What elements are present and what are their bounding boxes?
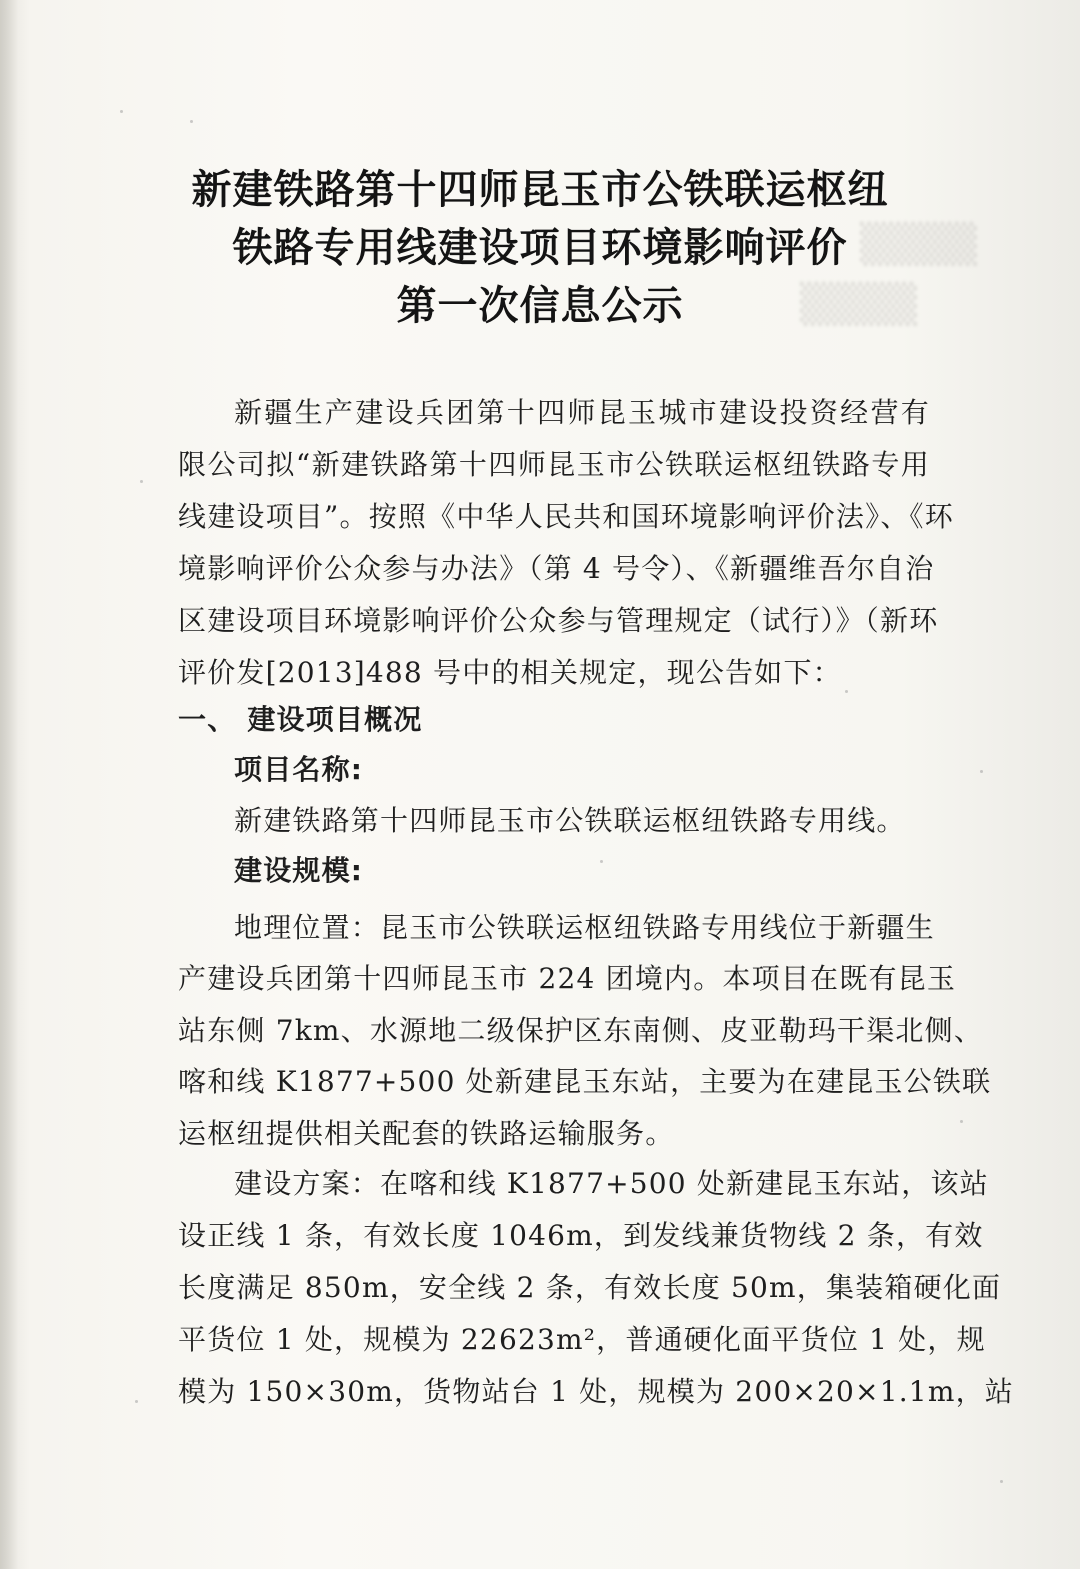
document-title-line-1: 新建铁路第十四师昆玉市公铁联运枢纽 — [191, 167, 889, 213]
location-line-2: 产建设兵团第十四师昆玉市 224 团境内。本项目在既有昆玉 — [178, 962, 957, 995]
project-name-text: 新建铁路第十四师昆玉市公铁联运枢纽铁路专用线。 — [234, 804, 906, 837]
body-line-4: 境影响评价公众参与办法》（第 4 号令）、《新疆维吾尔自治 — [178, 552, 935, 585]
plan-line-1: 建设方案：在喀和线 K1877+500 处新建昆玉东站，该站 — [234, 1167, 989, 1200]
scan-speck — [135, 1400, 138, 1403]
scan-speck — [120, 110, 123, 113]
scan-speck — [1000, 1480, 1003, 1483]
scan-speck — [190, 120, 193, 123]
location-line-3: 站东侧 7km、水源地二级保护区东南侧、皮亚勒玛干渠北侧、 — [178, 1014, 984, 1047]
body-line-5: 区建设项目环境影响评价公众参与管理规定（试行）》（新环 — [178, 604, 939, 637]
scan-speck — [980, 770, 983, 773]
bleed-through-mark: ▒▒▒▒ — [800, 282, 917, 326]
document-title-line-2: 铁路专用线建设项目环境影响评价 — [232, 225, 848, 271]
body-line-2: 限公司拟“新建铁路第十四师昆玉市公铁联运枢纽铁路专用 — [178, 448, 930, 481]
location-line-1: 地理位置：昆玉市公铁联运枢纽铁路专用线位于新疆生 — [234, 911, 935, 944]
plan-line-3: 长度满足 850m，安全线 2 条，有效长度 50m，集装箱硬化面 — [178, 1271, 1002, 1304]
subheading-scale: 建设规模: — [234, 854, 364, 887]
location-line-5: 运枢纽提供相关配套的铁路运输服务。 — [178, 1117, 675, 1150]
body-line-1: 新疆生产建设兵团第十四师昆玉城市建设投资经营有 — [234, 396, 930, 429]
scan-speck — [960, 1120, 963, 1123]
plan-line-4: 平货位 1 处，规模为 22623m²，普通硬化面平货位 1 处，规 — [178, 1323, 986, 1356]
location-line-4: 喀和线 K1877+500 处新建昆玉东站，主要为在建昆玉公铁联 — [178, 1065, 992, 1098]
bleed-through-mark: ▒▒▒▒ — [860, 222, 977, 266]
body-line-3: 线建设项目”。按照《中华人民共和国环境影响评价法》、《环 — [178, 500, 954, 533]
scan-speck — [140, 480, 143, 483]
section-heading-1: 一、 建设项目概况 — [178, 703, 423, 736]
plan-line-5: 模为 150×30m，货物站台 1 处，规模为 200×20×1.1m，站 — [178, 1375, 1014, 1408]
document-title-line-3: 第一次信息公示 — [396, 283, 684, 329]
body-line-6: 评价发[2013]488 号中的相关规定，现公告如下： — [178, 656, 842, 689]
subheading-project-name: 项目名称: — [234, 753, 364, 786]
plan-line-2: 设正线 1 条，有效长度 1046m，到发线兼货物线 2 条，有效 — [178, 1219, 984, 1252]
